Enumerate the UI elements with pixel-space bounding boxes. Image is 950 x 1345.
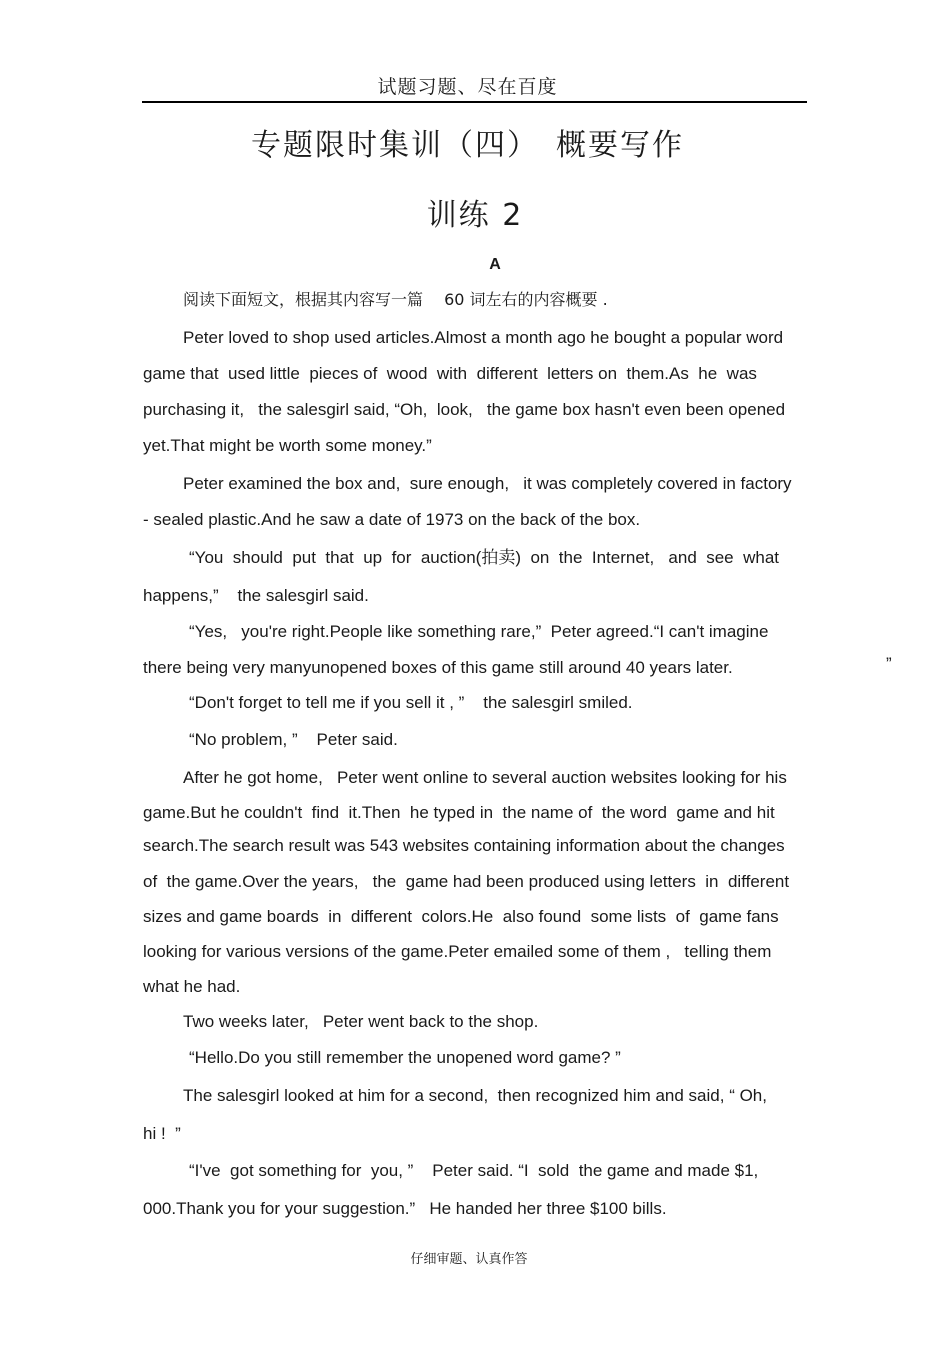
body-line: purchasing it, the salesgirl said, “Oh, look, the game box hasn't even been opened bbox=[143, 400, 786, 419]
body-line: “I've got something for you, ” Peter said. “I sold the game and made $1, bbox=[189, 1161, 759, 1180]
body-line: The salesgirl looked at him for a second, then recognized him and said, “ Oh, bbox=[183, 1086, 767, 1105]
body-line: there being very manyunopened boxes of this game still around 40 years later. bbox=[143, 658, 733, 677]
document-subtitle: 训练 2 bbox=[426, 198, 524, 233]
body-line: “Don't forget to tell me if you sell it , ” the salesgirl smiled. bbox=[189, 693, 633, 712]
body-line: game that used little pieces of wood with different letters on them.As he was bbox=[143, 364, 757, 383]
body-line: looking for various versions of the game.Peter emailed some of them , telling them bbox=[143, 942, 772, 961]
stray-quote-mark: ” bbox=[886, 654, 892, 673]
body-line: 000.Thank you for your suggestion.” He handed her three $100 bills. bbox=[143, 1199, 667, 1218]
body-line: Peter loved to shop used articles.Almost a month ago he bought a popular word bbox=[183, 328, 784, 347]
body-line: Peter examined the box and, sure enough, it was completely covered in factory bbox=[183, 474, 792, 493]
body-line: search.The search result was 543 websites containing information about the changes bbox=[143, 836, 785, 855]
body-line: “No problem, ” Peter said. bbox=[189, 730, 398, 749]
body-line: - sealed plastic.And he saw a date of 1973 on the back of the box. bbox=[143, 510, 641, 529]
body-line: yet.That might be worth some money.” bbox=[143, 436, 432, 455]
page-header: 试题习题、尽在百度 bbox=[377, 76, 558, 98]
body-line: “Hello.Do you still remember the unopened word game? ” bbox=[189, 1048, 621, 1067]
body-line: hi ! ” bbox=[143, 1124, 181, 1143]
body-line: happens,” the salesgirl said. bbox=[143, 586, 369, 605]
body-line: game.But he couldn't find it.Then he typed in the name of the word game and hit bbox=[143, 803, 775, 822]
body-line: After he got home, Peter went online to several auction websites looking for his bbox=[183, 768, 787, 787]
body-line: “Yes, you're right.People like something rare,” Peter agreed.“I can't imagine bbox=[189, 622, 769, 641]
body-line: what he had. bbox=[143, 977, 241, 996]
header-divider bbox=[142, 101, 807, 103]
document-title: 专题限时集训（四） 概要写作 bbox=[251, 128, 684, 163]
body-line: Two weeks later, Peter went back to the shop. bbox=[183, 1012, 539, 1031]
section-label: A bbox=[489, 256, 501, 273]
instruction-text: 阅读下面短文，根据其内容写一篇 60 词左右的内容概要 . bbox=[183, 290, 608, 309]
body-line: “You should put that up for auction(拍卖) on the Internet, and see what bbox=[189, 548, 779, 567]
page-footer: 仔细审题、认真作答 bbox=[410, 1252, 528, 1267]
body-line: of the game.Over the years, the game had been produced using letters in different bbox=[143, 872, 790, 891]
body-line: sizes and game boards in different colors.He also found some lists of game fans bbox=[143, 907, 779, 926]
